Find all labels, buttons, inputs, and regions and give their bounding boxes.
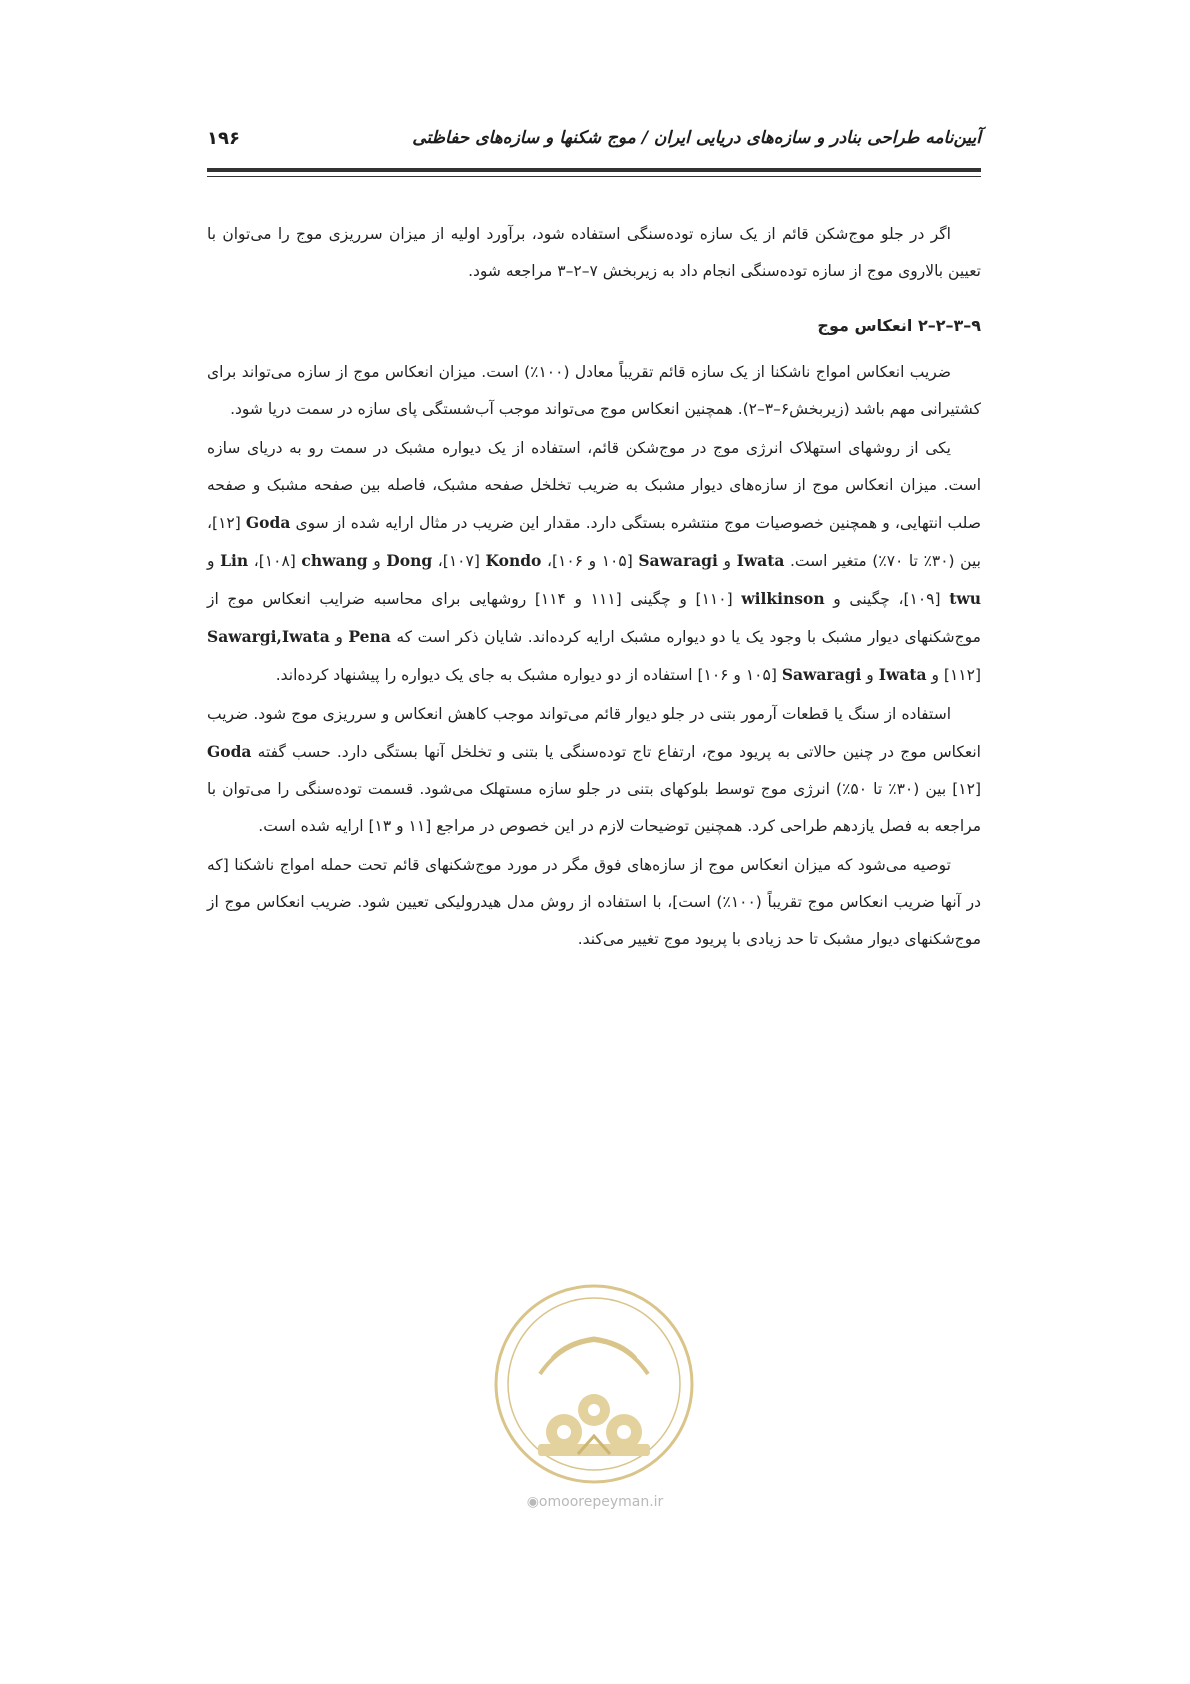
page-header — [207, 124, 981, 164]
ref-name-twu: twu — [949, 589, 981, 608]
p2-text-5: [۱۰۷]، — [432, 552, 486, 570]
paragraph-recommendation: توصیه می‌شود که میزان انعکاس موج از سازه‌های فوق مگر در مورد موج‌شکنهای قائم تحت حمله امواج ناشکنا [که در آنها ضریب انعکاس موج تقریباً (۱۰۰٪) است]، با استفاده از روش مدل هیدرولیکی تعیین شود. ضریب انعکاس موج از موج‌شکنهای دیوار مشبک تا حد زیادی با پریود موج تغییر می‌کند. — [207, 856, 981, 948]
header-rule-thin — [207, 176, 981, 177]
ref-name-sawargi-iwata: Sawargi,Iwata — [207, 627, 330, 646]
running-title: آیین‌نامه طراحی بنادر و سازه‌های دریایی ایران / موج شکنها و سازه‌های حفاظتی — [412, 128, 981, 148]
website-globe-icon: ◉ — [526, 1494, 539, 1510]
ref-name-iwata-2: Iwata — [878, 665, 927, 684]
paragraph-armour-units — [207, 696, 981, 845]
p2-text-7: [۱۰۸]، — [248, 552, 302, 570]
ref-name-pena: Pena — [348, 627, 391, 646]
watermark-seal — [492, 1282, 696, 1486]
paragraph-reflection-coefficient: ضریب انعکاس امواج ناشکنا از یک سازه قائم تقریباً معادل (۱۰۰٪) است. میزان انعکاس موج از سازه می‌تواند برای کشتیرانی مهم باشد (زیربخش۶–۳–۲). همچنین انعکاس موج می‌تواند موجب آب‌شستگی پای سازه در سمت دریا شود. — [207, 363, 981, 418]
p2-text-13: و — [861, 666, 879, 684]
p2-text-2: [۱۲]، بین (۳۰٪ تا ۷۰٪) متغیر است. — [207, 514, 981, 570]
ref-name-lin: Lin — [220, 551, 249, 570]
p3-text-1: استفاده از سنگ یا قطعات آرمور بتنی در جلو دیوار قائم می‌تواند موجب کاهش انعکاس و سرریزی موج شود. ضریب انعکاس موج در چنین حالاتی به پریود موج، ارتفاع تاج توده‌سنگی یا بتنی و تخلخل آنها بستگی دارد. حسب گفته — [207, 705, 981, 761]
seal-emblem-icon — [492, 1282, 696, 1486]
ref-name-sawaragi: Sawaragi — [638, 551, 718, 570]
ref-name-sawaragi-2: Sawaragi — [781, 665, 862, 684]
website-url: omoorepeyman.ir — [538, 1494, 664, 1510]
ref-name-iwata: Iwata — [736, 551, 785, 570]
page-body — [207, 216, 981, 960]
intro-paragraph: اگر در جلو موج‌شکن قائم از یک سازه توده‌سنگی استفاده شود، برآورد اولیه از میزان سرریزی موج را می‌توان با تعیین بالاروی موج از سازه توده‌سنگی انجام داد به زیربخش ۷–۲–۳ مراجعه شود. — [207, 225, 981, 280]
ref-name-chwang: chwang — [301, 551, 368, 570]
p2-text-11: و — [329, 628, 349, 646]
p2-text-6: و — [367, 552, 387, 570]
p2-text-4: [۱۰۵ و ۱۰۶]، — [541, 552, 639, 570]
p2-text-1: یکی از روشهای استهلاک انرژی موج در موج‌شکن قائم، استفاده از یک دیواره مشبک در سمت رو به دریای سازه است. میزان انعکاس موج از سازه‌های دیوار مشبک به ضریب تخلخل صفحه مشبک، فاصله بین صفحه مشبک و صفحه صلب انتهایی، و همچنین خصوصیات موج منتشره بستگی دارد. مقدار این ضریب در مثال ارایه شده از سوی — [207, 439, 981, 532]
p2-text-9: [۱۰۹]، چگینی و — [824, 590, 950, 608]
ref-name-dong: Dong — [386, 551, 433, 570]
p3-text-2: [۱۲] بین (۳۰٪ تا ۵۰٪) انرژی موج توسط بلوکهای بتنی در جلو سازه مستهلک می‌شود. قسمت توده‌سنگی را می‌توان با مراجعه به فصل یازدهم طراحی کرد. همچنین توضیحات لازم در این خصوص در مراجع [۱۱ و ۱۳] ارایه شده است. — [207, 780, 982, 835]
p2-text-8: و — [207, 552, 221, 570]
paragraph-perforated-wall — [207, 430, 981, 694]
watermark-website — [0, 1494, 1190, 1510]
ref-name-goda-2: Goda — [207, 742, 252, 761]
p2-text-14: [۱۰۵ و ۱۰۶] استفاده از دو دیواره مشبک به جای یک دیواره را پیشنهاد کرده‌اند. — [275, 666, 782, 684]
p2-text-12: [۱۱۲] و — [926, 666, 981, 684]
section-heading: ۹–۳–۲–۲ انعکاس موج — [817, 316, 981, 335]
page-number: ۱۹۶ — [207, 128, 240, 149]
ref-name-wilkinson: wilkinson — [741, 589, 825, 608]
ref-name-kondo: Kondo — [485, 551, 542, 570]
p2-text-3: و — [717, 552, 737, 570]
header-rule-thick — [207, 168, 981, 172]
p2-text-10: [۱۱۰] و چگینی [۱۱۱ و ۱۱۴] روشهایی برای محاسبه ضرایب انعکاس موج از موج‌شکنهای دیوار مشبک با وجود یک یا دو دیواره مشبک ارایه کرده‌اند. شایان ذکر است که — [207, 590, 981, 646]
ref-name-goda: Goda — [245, 513, 291, 532]
